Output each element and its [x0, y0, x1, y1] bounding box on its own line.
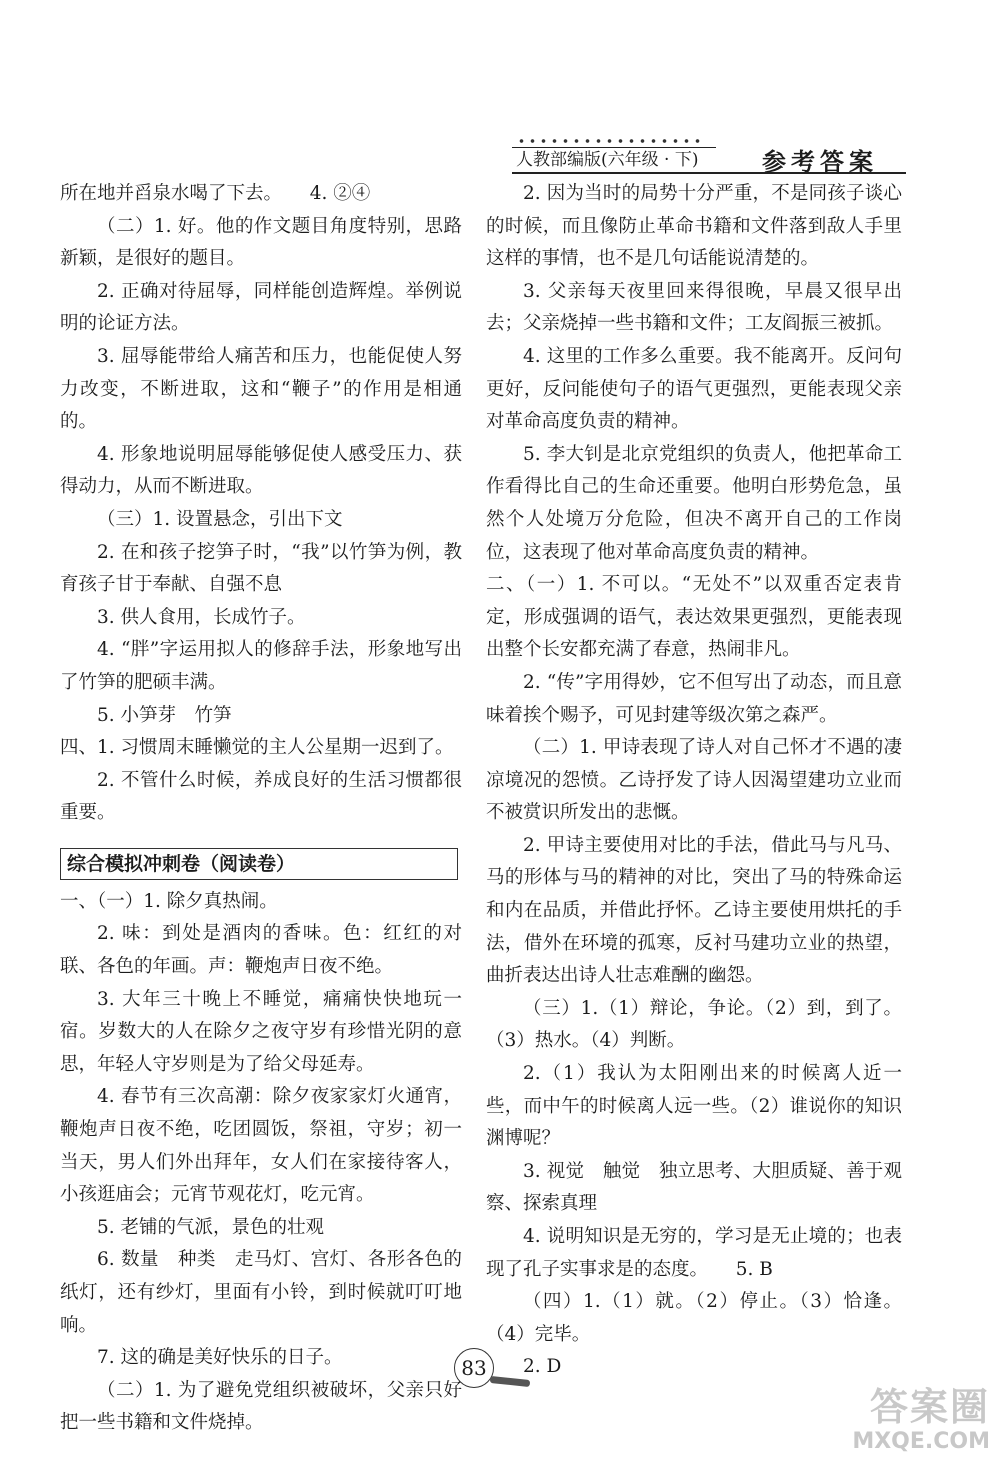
answer-paragraph: 二、（一）1. 不可以。“无处不”以双重否定表肯定，形成强调的语气，表达效果更强烈，更能表现出整个长安都充满了春意，热闹非凡。 — [486, 574, 902, 661]
answer-paragraph: （三）1. 设置悬念，引出下文 — [97, 508, 343, 530]
answer-paragraph: （二）1. 好。他的作文题目角度特别，思路新颖，是很好的题目。 — [60, 215, 462, 270]
answer-paragraph: 所在地并舀泉水喝了下去。 4. ②④ — [60, 183, 371, 204]
section-title: 综合模拟冲刺卷（阅读卷） — [60, 848, 458, 880]
answer-paragraph: 3. 大年三十晚上不睡觉，痛痛快快地玩一宿。岁数大的人在除夕之夜守岁有珍惜光阴的意思，年轻人守岁则是为了给父母延寿。 — [60, 988, 462, 1075]
answer-paragraph: 4. “胖”字运用拟人的修辞手法，形象地写出了竹笋的肥硕丰满。 — [60, 639, 462, 693]
left-answers — [60, 178, 462, 830]
answer-paragraph: 2. 不管什么时候，养成良好的生活习惯都很重要。 — [60, 769, 462, 824]
right-answers — [486, 178, 902, 1384]
answer-paragraph: 2. 甲诗主要使用对比的手法，借此马与凡马、马的形体与马的精神的对比，突出了马的特殊命运和内在品质，并借此抒怀。乙诗主要使用烘托的手法，借外在环境的孤寒，反衬马建功立业的热望，曲折表达出诗人壮志难酬的幽怨。 — [486, 834, 902, 987]
edition-label: 人教部编版(六年级 · 下) — [512, 147, 716, 173]
answer-paragraph: 4. 形象地说明屈辱能够促使人感受压力、获得动力，从而不断进取。 — [60, 443, 462, 498]
answer-paragraph: 2. D — [523, 1356, 562, 1378]
watermark-text: 答案圈 — [869, 1385, 990, 1429]
watermark-url: MXQE.COM — [852, 1429, 990, 1454]
page-title: 参考答案 — [762, 147, 878, 176]
answer-paragraph: 5. 老铺的气派，景色的壮观 — [97, 1216, 325, 1238]
right-column — [486, 178, 902, 1384]
answer-paragraph: 3. 供人食用，长成竹子。 — [97, 606, 306, 628]
answer-paragraph: 2. 味：到处是酒肉的香味。色：红红的对联、各色的年画。声：鞭炮声日夜不绝。 — [60, 923, 462, 978]
answer-paragraph: 3. 视觉 触觉 独立思考、大胆质疑、善于观察、探索真理 — [486, 1160, 902, 1215]
answer-paragraph: 2. “传”字用得妙，它不但写出了动态，而且意味着挨个赐予，可见封建等级次第之森严。 — [486, 671, 902, 726]
header-dot-row — [516, 138, 702, 144]
answer-paragraph: 3. 父亲每天夜里回来得很晚，早晨又很早出去；父亲烧掉一些书籍和文件；工友阎振三被抓。 — [486, 280, 902, 335]
answer-paragraph: 4. 这里的工作多么重要。我不能离开。反问句更好，反问能使句子的语气更强烈，更能表现父亲对革命高度负责的精神。 — [486, 345, 902, 433]
answer-paragraph: 5. 小笋芽 竹笋 — [97, 704, 232, 726]
answer-paragraph: 6. 数量 种类 走马灯、宫灯、各形各色的纸灯，还有纱灯，里面有小铃，到时候就叮叮地响。 — [60, 1249, 462, 1336]
answer-paragraph: （四）1.（1）就。（2）停止。（3）恰逢。（4）完毕。 — [486, 1291, 902, 1345]
answer-paragraph: （三）1.（1）辩论，争论。（2）到，到了。（3）热水。（4）判断。 — [486, 997, 902, 1052]
answer-paragraph: 5. 李大钊是北京党组织的负责人，他把革命工作看得比自己的生命还重要。他明白形势危急，虽然个人处境万分危险，但决不离开自己的工作岗位，这表现了他对革命高度负责的精神。 — [486, 443, 902, 563]
answer-paragraph: 2. 因为当时的局势十分严重，不是同孩子谈心的时候，而且像防止革命书籍和文件落到敌人手里这样的事情，也不是几句话能说清楚的。 — [486, 183, 902, 270]
answer-paragraph: 7. 这的确是美好快乐的日子。 — [97, 1347, 343, 1369]
left-column — [60, 178, 462, 1440]
answer-paragraph: 2. 在和孩子挖笋子时，“我”以竹笋为例，教育孩子甘于奉献、自强不息 — [60, 541, 462, 596]
answer-paragraph: 四、1. 习惯周末睡懒觉的主人公星期一迟到了。 — [60, 737, 454, 759]
left-answers-section — [60, 886, 462, 1440]
answer-paragraph: （二）1. 为了避免党组织被破坏，父亲只好把一些书籍和文件烧掉。 — [60, 1379, 462, 1434]
answer-paragraph: 2.（1）我认为太阳刚出来的时候离人近一些，而中午的时候离人远一些。（2）谁说你的知识渊博呢？ — [486, 1063, 902, 1150]
page-number: 83 — [454, 1348, 494, 1388]
answer-paragraph: 4. 春节有三次高潮：除夕夜家家灯火通宵，鞭炮声日夜不绝，吃团圆饭，祭祖，守岁；初一当天，男人们外出拜年，女人们在家接待客人，小孩逛庙会；元宵节观花灯，吃元宵。 — [60, 1086, 462, 1206]
answer-paragraph: 3. 屈辱能带给人痛苦和压力，也能促使人努力改变，不断进取，这和“鞭子”的作用是相通的。 — [60, 345, 462, 433]
answer-paragraph: （二）1. 甲诗表现了诗人对自己怀才不遇的凄凉境况的怨愤。乙诗抒发了诗人因渴望建功立业而不被赏识所发出的悲慨。 — [486, 737, 902, 824]
watermark-logo — [830, 1385, 990, 1457]
answer-paragraph: 一、（一）1. 除夕真热闹。 — [60, 890, 278, 912]
header-divider — [512, 172, 906, 174]
answer-paragraph: 4. 说明知识是无穷的，学习是无止境的；也表现了孔子实事求是的态度。 5. B — [486, 1226, 902, 1280]
answer-paragraph: 2. 正确对待屈辱，同样能创造辉煌。举例说明的论证方法。 — [60, 280, 462, 335]
